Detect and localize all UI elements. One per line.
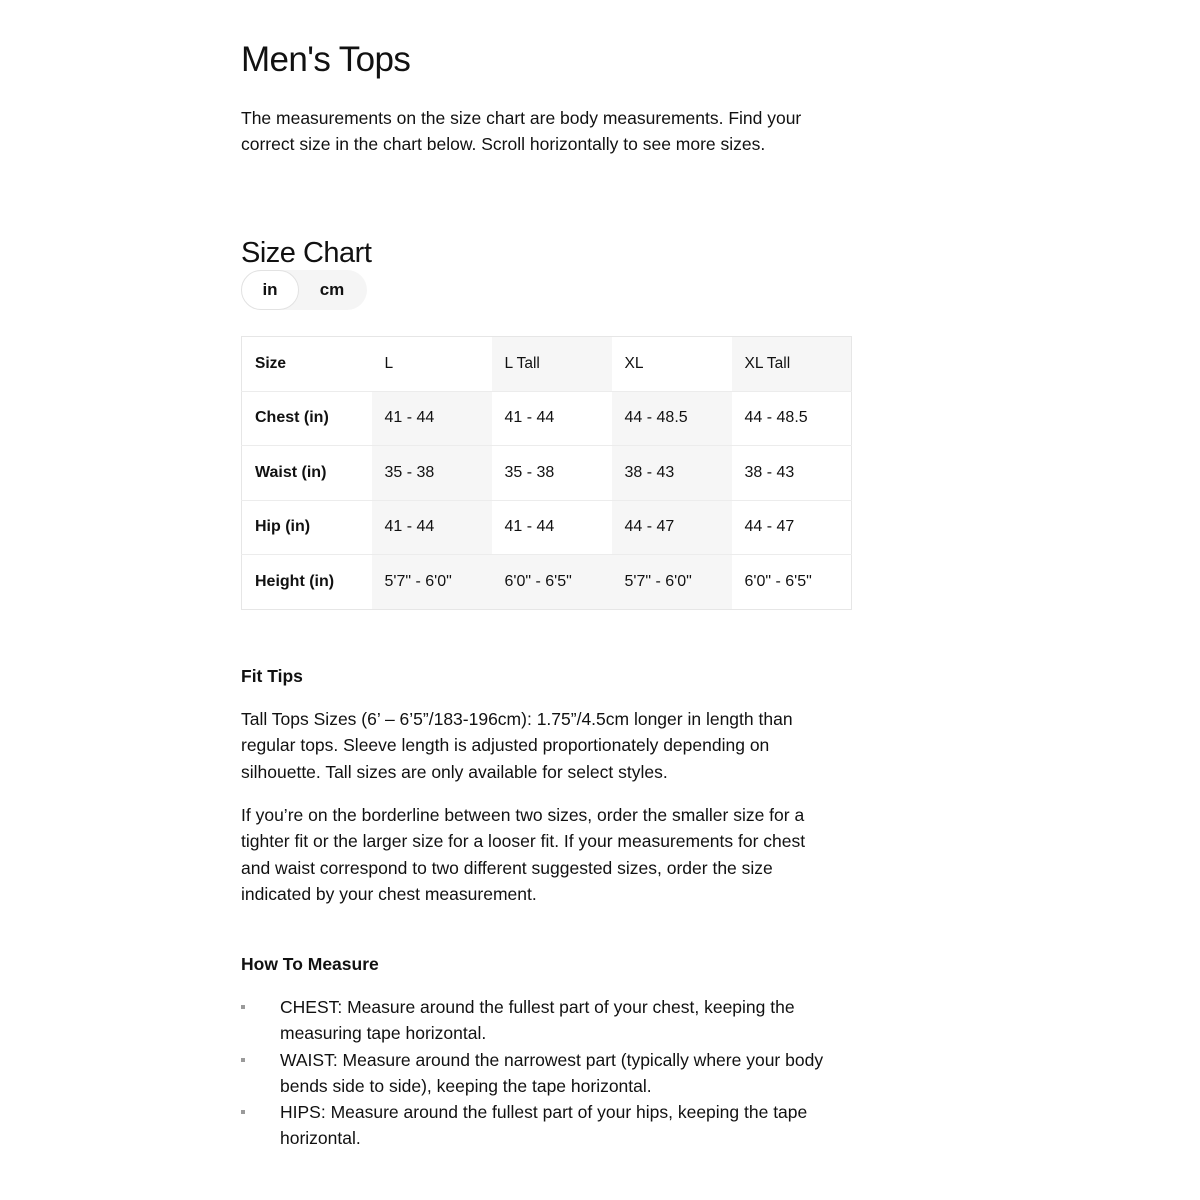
row-label-chest: Chest (in) — [242, 391, 372, 446]
header-cell-size: Size — [242, 337, 372, 392]
table-row — [242, 500, 852, 555]
size-chart-title: Size Chart — [241, 237, 372, 269]
table-cell: 41 - 44 — [492, 500, 612, 555]
bullet-icon — [241, 1058, 245, 1062]
list-item — [241, 1047, 826, 1100]
fit-tips-paragraph: If you’re on the borderline between two sizes, order the smaller size for a tighter fit or the larger size for a looser fit. If your measurements for chest and waist correspond to two different suggested sizes, order the size indicated by your chest measurement. — [241, 805, 806, 904]
size-chart-table — [241, 336, 852, 610]
row-label-waist: Waist (in) — [242, 446, 372, 501]
header-cell-xl-tall: XL Tall — [732, 337, 852, 392]
unit-cm-button[interactable]: cm — [319, 280, 345, 299]
table-cell: 5'7" - 6'0" — [372, 555, 492, 610]
table-cell: 35 - 38 — [492, 446, 612, 501]
table-cell: 44 - 48.5 — [732, 391, 852, 446]
table-row — [242, 391, 852, 446]
table-cell: 44 - 47 — [732, 500, 852, 555]
table-row — [242, 446, 852, 501]
fit-tips-paragraph: Tall Tops Sizes (6’ – 6’5”/183-196cm): 1.75”/4.5cm longer in length than regular tops. Sleeve length is adjusted proportionately depending on silhouette. Tall sizes are only available for select styles. — [241, 709, 793, 782]
fit-tips-heading: Fit Tips — [241, 666, 303, 686]
table-cell: 44 - 48.5 — [612, 391, 732, 446]
table-cell: 35 - 38 — [372, 446, 492, 501]
list-item — [241, 994, 826, 1047]
how-to-measure-heading: How To Measure — [241, 954, 379, 974]
table-cell: 6'0" - 6'5" — [732, 555, 852, 610]
header-cell-l-tall: L Tall — [492, 337, 612, 392]
page-title: Men's Tops — [241, 40, 411, 79]
list-item-text: WAIST: Measure around the narrowest part (typically where your body bends side to side), keeping the tape horizontal. — [280, 1049, 824, 1096]
intro-text: The measurements on the size chart are body measurements. Find your correct size in the chart below. Scroll horizontally to see more sizes. — [241, 108, 802, 155]
row-label-height: Height (in) — [242, 555, 372, 610]
row-label-hip: Hip (in) — [242, 500, 372, 555]
unit-in-button[interactable]: in — [241, 270, 299, 310]
table-cell: 41 - 44 — [372, 500, 492, 555]
table-header-row — [242, 337, 852, 392]
table-cell: 41 - 44 — [492, 391, 612, 446]
header-cell-xl: XL — [612, 337, 732, 392]
list-item-text: HIPS: Measure around the fullest part of your hips, keeping the tape horizontal. — [280, 1102, 808, 1149]
table-cell: 38 - 43 — [732, 446, 852, 501]
table-cell: 41 - 44 — [372, 391, 492, 446]
table-cell: 44 - 47 — [612, 500, 732, 555]
table-row — [242, 555, 852, 610]
list-item — [241, 1099, 826, 1152]
bullet-icon — [241, 1005, 245, 1009]
header-cell-l: L — [372, 337, 492, 392]
how-to-measure-list — [241, 994, 826, 1152]
bullet-icon — [241, 1110, 245, 1114]
table-cell: 6'0" - 6'5" — [492, 555, 612, 610]
table-cell: 5'7" - 6'0" — [612, 555, 732, 610]
table-cell: 38 - 43 — [612, 446, 732, 501]
list-item-text: CHEST: Measure around the fullest part of your chest, keeping the measuring tape horizontal. — [280, 997, 795, 1044]
unit-toggle — [241, 270, 367, 310]
